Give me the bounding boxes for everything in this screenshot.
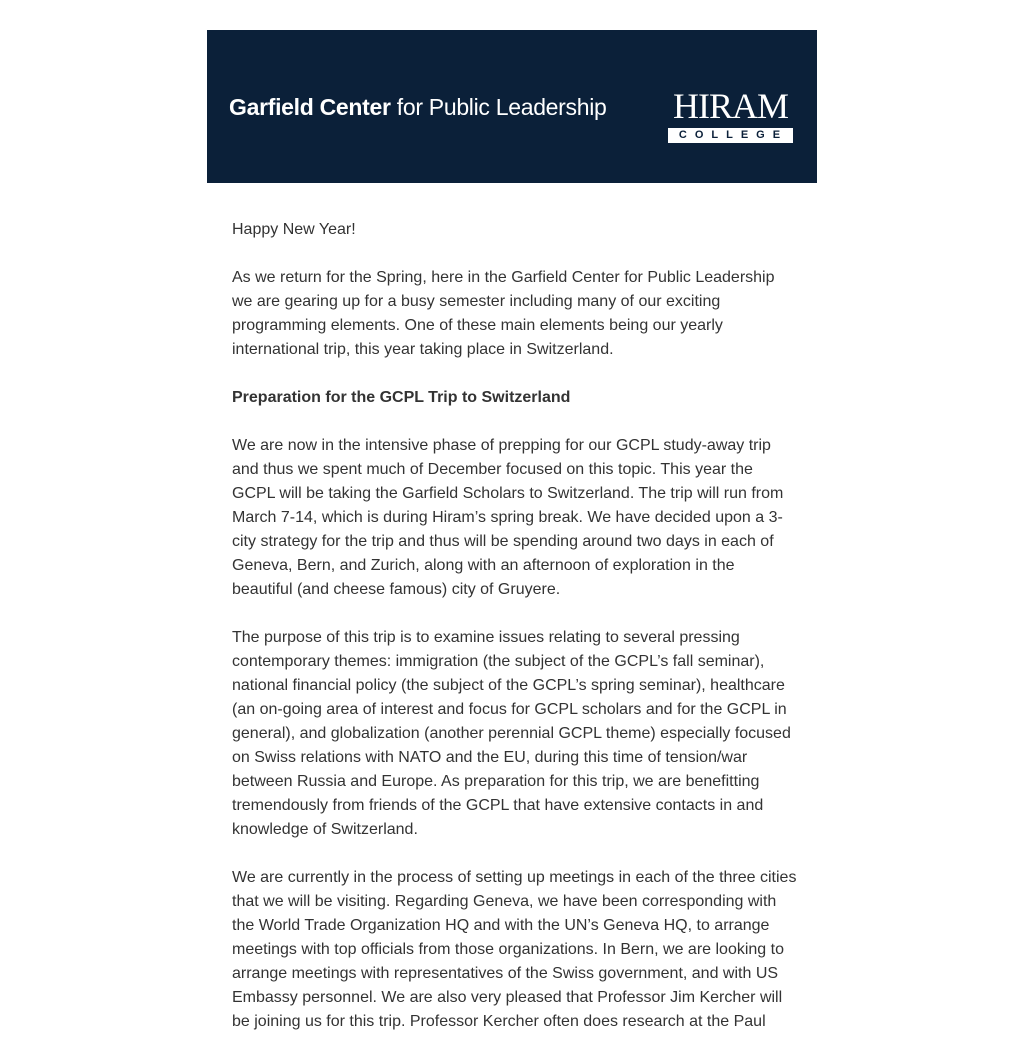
greeting	[232, 218, 812, 242]
text-line: (an on-going area of interest and focus for GCPL scholars and for the GCPL in	[232, 701, 787, 718]
section-heading	[232, 386, 812, 410]
logo-word: HIRAM	[672, 86, 788, 126]
text-line: The purpose of this trip is to examine issues relating to several pressing	[232, 629, 740, 646]
text-line: that we will be visiting. Regarding Geneva, we have been corresponding with	[232, 893, 777, 910]
text-line: city strategy for the trip and thus will be spending around two days in each of	[232, 533, 774, 550]
hiram-college-logo	[668, 86, 793, 143]
text-line: and thus we spent much of December focused on this topic. This year the	[232, 461, 753, 478]
logo-sub: COLLEGE	[668, 128, 793, 143]
text-line: Geneva, Bern, and Zurich, along with an afternoon of exploration in the	[232, 557, 735, 574]
text-line: As we return for the Spring, here in the Garfield Center for Public Leadership	[232, 269, 775, 286]
text-line: be joining us for this trip. Professor Kercher often does research at the Paul	[232, 1013, 766, 1030]
text-line: beautiful (and cheese famous) city of Gruyere.	[232, 581, 561, 598]
header-banner	[207, 30, 817, 183]
text-line: contemporary themes: immigration (the subject of the GCPL’s fall seminar),	[232, 653, 765, 670]
text-line: we are gearing up for a busy semester including many of our exciting	[232, 293, 721, 310]
text-line: on Swiss relations with NATO and the EU, during this time of tension/war	[232, 749, 748, 766]
banner-title-bold: Garfield Center	[229, 94, 391, 120]
text-line: tremendously from friends of the GCPL that have extensive contacts in and	[232, 797, 764, 814]
text-line: Embassy personnel. We are also very pleased that Professor Jim Kercher will	[232, 989, 783, 1006]
meetings-paragraph	[232, 866, 812, 1034]
text-line: arrange meetings with representatives of the Swiss government, and with US	[232, 965, 779, 982]
text-line: international trip, this year taking place in Switzerland.	[232, 341, 614, 358]
text-line: Happy New Year!	[232, 221, 356, 238]
banner-title-light: for Public Leadership	[396, 94, 607, 120]
text-line: meetings with top officials from those organizations. In Bern, we are looking to	[232, 941, 784, 958]
newsletter-body	[232, 218, 812, 1058]
intro-paragraph	[232, 266, 812, 362]
text-line: March 7-14, which is during Hiram’s spring break. We have decided upon a 3-	[232, 509, 783, 526]
banner-title	[229, 93, 649, 121]
trip-paragraph	[232, 434, 812, 602]
text-line: GCPL will be taking the Garfield Scholars to Switzerland. The trip will run from	[232, 485, 784, 502]
text-line: between Russia and Europe. As preparation for this trip, we are benefitting	[232, 773, 760, 790]
text-line: the World Trade Organization HQ and with the UN’s Geneva HQ, to arrange	[232, 917, 770, 934]
text-line: We are currently in the process of setting up meetings in each of the three cities	[232, 869, 797, 886]
text-line: We are now in the intensive phase of prepping for our GCPL study-away trip	[232, 437, 771, 454]
text-line: knowledge of Switzerland.	[232, 821, 418, 838]
purpose-paragraph	[232, 626, 812, 842]
text-line: general), and globalization (another perennial GCPL theme) especially focused	[232, 725, 791, 742]
text-line: national financial policy (the subject of the GCPL’s spring seminar), healthcare	[232, 677, 785, 694]
text-line: programming elements. One of these main elements being our yearly	[232, 317, 723, 334]
text-line: Preparation for the GCPL Trip to Switzerland	[232, 389, 571, 406]
